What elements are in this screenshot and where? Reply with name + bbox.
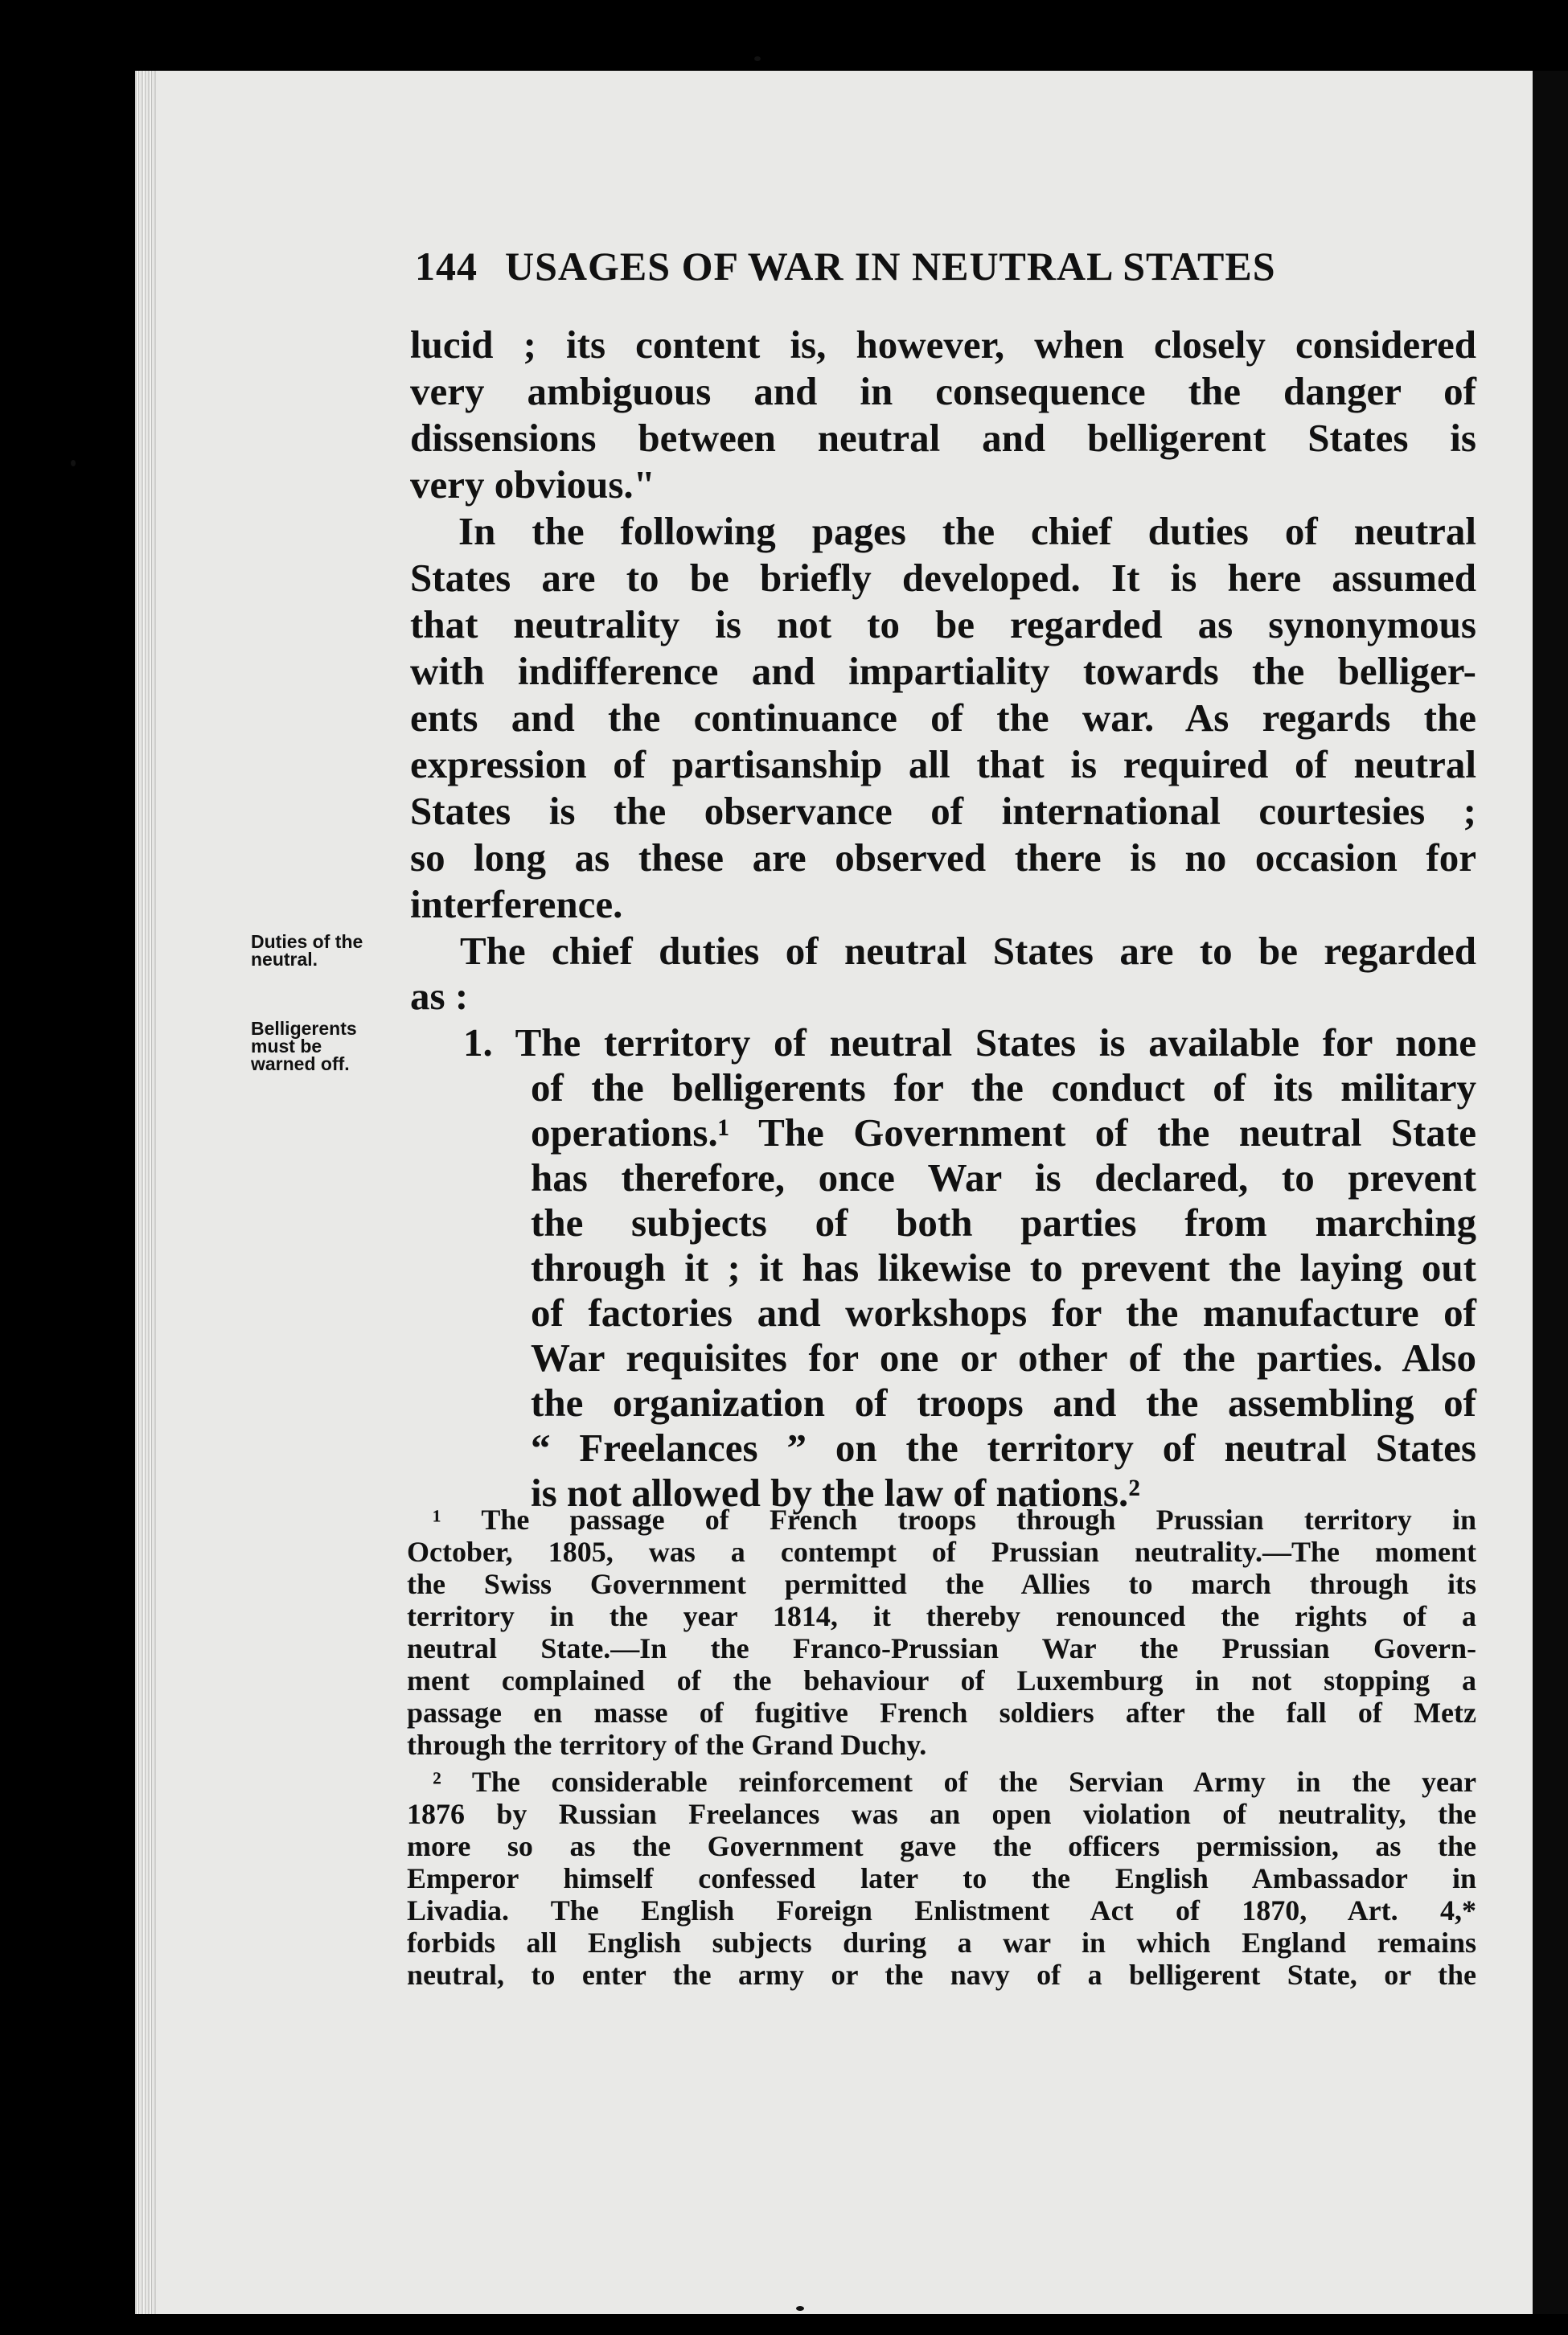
text-line: 1. The territory of neutral States is available for none — [463, 1020, 1476, 1065]
scan-border — [1533, 71, 1568, 2314]
footnote-line: Livadia. The English Foreign Enlistment Act of 1870, Art. 4,* — [407, 1894, 1476, 1927]
text-line: the subjects of both parties from marching — [531, 1200, 1476, 1245]
footnote-line: neutral, to enter the army or the navy of a belligerent State, or the — [407, 1959, 1476, 1991]
text-line: interference. — [410, 882, 623, 926]
footnote-line: passage en masse of fugitive French soldiers after the fall of Metz — [407, 1697, 1476, 1729]
margin-note-belligerents — [251, 1020, 357, 1073]
footnote-line: territory in the year 1814, it thereby renounced the rights of a — [407, 1600, 1476, 1632]
text-line: that neutrality is not to be regarded as synonymous — [410, 602, 1476, 646]
text-line: lucid ; its content is, however, when closely considered — [410, 322, 1476, 367]
scan-speck — [71, 460, 76, 466]
footnote-line: neutral State.—In the Franco-Prussian War the Prussian Govern- — [407, 1632, 1476, 1664]
text-line: as : — [410, 974, 469, 1018]
text-line: very ambiguous and in consequence the danger of — [410, 369, 1476, 413]
text-line: has therefore, once War is declared, to prevent — [531, 1155, 1476, 1200]
margin-note-line: warned off. — [251, 1053, 350, 1074]
footnote-line: forbids all English subjects during a war in which England remains — [407, 1927, 1476, 1959]
text-line: States are to be briefly developed. It is here assumed — [410, 556, 1476, 600]
margin-note-line: Belligerents — [251, 1018, 357, 1039]
footnote-line: ² The considerable reinforcement of the Servian Army in the year — [433, 1766, 1476, 1798]
footnote-line: ¹ The passage of French troops through Prussian territory in — [433, 1504, 1476, 1536]
text-line: The chief duties of neutral States are to be regarded — [460, 929, 1476, 973]
footnote-line: more so as the Government gave the officers permission, as the — [407, 1830, 1476, 1862]
text-line: expression of partisanship all that is required of neutral — [410, 742, 1476, 786]
footnote-line: the Swiss Government permitted the Allies to march through its — [407, 1568, 1476, 1600]
text-line: dissensions between neutral and belligerent States is — [410, 416, 1476, 460]
text-line: the organization of troops and the assembling of — [531, 1381, 1476, 1425]
text-line: ents and the continuance of the war. As regards the — [410, 696, 1476, 740]
text-line: operations.¹ The Government of the neutral State — [531, 1110, 1476, 1155]
text-line: of factories and workshops for the manufacture of — [531, 1291, 1476, 1335]
footnote-line: Emperor himself confessed later to the English Ambassador in — [407, 1862, 1476, 1894]
text-line: is not allowed by the law of nations.² — [531, 1471, 1140, 1515]
margin-note-line: Duties of the — [251, 931, 363, 952]
text-line: with indifference and impartiality towards the belliger- — [410, 649, 1476, 693]
page-number: 144 — [415, 244, 478, 289]
text-line: In the following pages the chief duties of neutral — [458, 509, 1476, 553]
text-line: through it ; it has likewise to prevent the laying out — [531, 1245, 1476, 1290]
footnote-line: October, 1805, was a contempt of Prussian neutrality.—The moment — [407, 1536, 1476, 1568]
scan-speck — [796, 2306, 804, 2311]
text-line: States is the observance of international courtesies ; — [410, 789, 1476, 833]
footnote-line: ment complained of the behaviour of Luxemburg in not stopping a — [407, 1664, 1476, 1697]
text-line: War requisites for one or other of the parties. Also — [531, 1336, 1476, 1380]
text-line: very obvious." — [410, 462, 655, 507]
scan-speck — [754, 56, 761, 61]
text-line: so long as these are observed there is no occasion for — [410, 835, 1476, 880]
margin-note-line: must be — [251, 1036, 322, 1057]
page-gutter — [135, 71, 156, 2314]
margin-note-line: neutral. — [251, 949, 318, 970]
text-line: “ Freelances ” on the territory of neutral States — [531, 1426, 1476, 1470]
footnote-line: through the territory of the Grand Duchy. — [407, 1729, 927, 1761]
running-head — [415, 243, 1476, 289]
text-line: of the belligerents for the conduct of its military — [531, 1065, 1476, 1110]
running-title: USAGES OF WAR IN NEUTRAL STATES — [505, 244, 1276, 289]
footnote-line: 1876 by Russian Freelances was an open violation of neutrality, the — [407, 1798, 1476, 1830]
margin-note-duties — [251, 933, 363, 968]
